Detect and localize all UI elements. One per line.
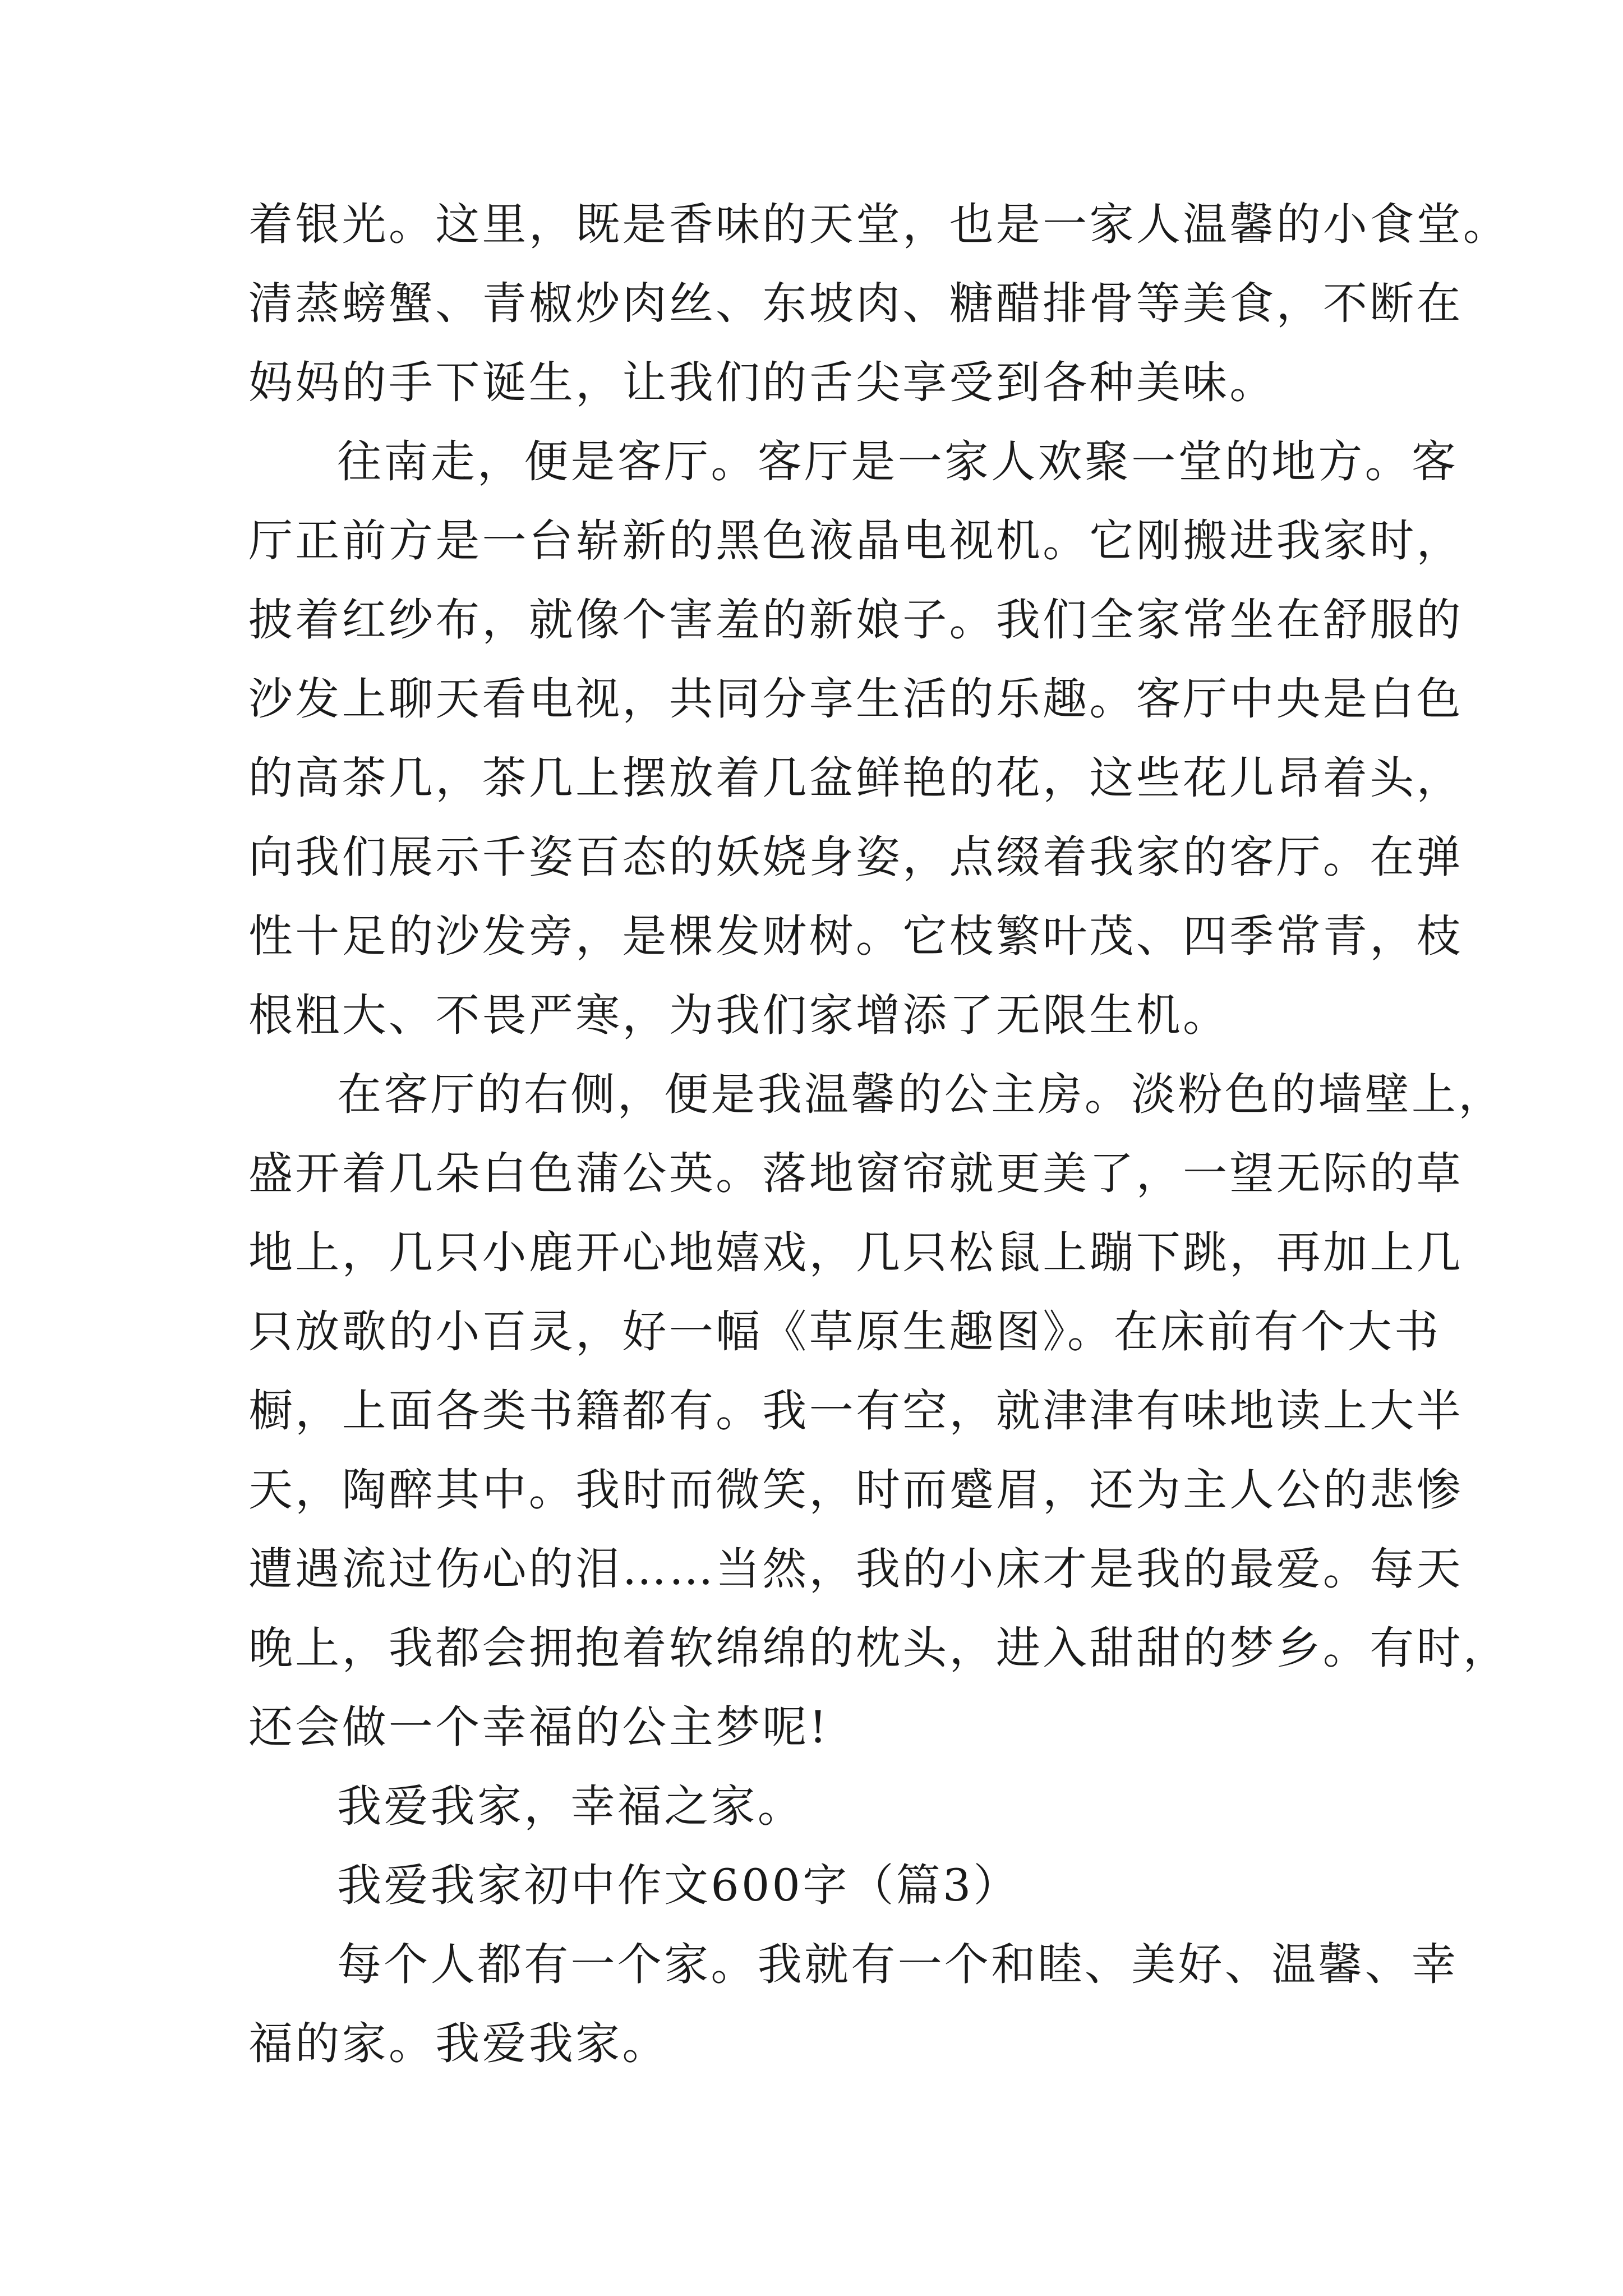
text-line: 的高茶几，茶几上摆放着几盆鲜艳的花，这些花儿昂着头， [248, 752, 1463, 804]
text-line: 橱，上面各类书籍都有。我一有空，就津津有味地读上大半 [248, 1385, 1463, 1437]
paragraph-first-line: 每个人都有一个家。我就有一个和睦、美好、温馨、幸 [337, 1939, 1459, 1990]
text-line: 根粗大、不畏严寒，为我们家增添了无限生机。 [248, 990, 1230, 1041]
paragraph-first-line: 在客厅的右侧，便是我温馨的公主房。淡粉色的墙壁上， [337, 1069, 1505, 1120]
section-heading: 我爱我家初中作文600字（篇3） [337, 1860, 1020, 1911]
text-line: 福的家。我爱我家。 [248, 2018, 669, 2069]
paragraph-first-line: 我爱我家，幸福之家。 [337, 1780, 804, 1832]
text-line: 晚上，我都会拥抱着软绵绵的枕头，进入甜甜的梦乡。有时， [248, 1622, 1510, 1674]
text-line: 天，陶醉其中。我时而微笑，时而蹙眉，还为主人公的悲惨 [248, 1464, 1463, 1516]
text-line: 向我们展示千姿百态的妖娆身姿，点缀着我家的客厅。在弹 [248, 831, 1463, 883]
text-line: 性十足的沙发旁，是棵发财树。它枝繁叶茂、四季常青，枝 [248, 910, 1463, 962]
text-line: 地上，几只小鹿开心地嬉戏，几只松鼠上蹦下跳，再加上几 [248, 1227, 1463, 1278]
text-line: 只放歌的小百灵，好一幅《草原生趣图》。在床前有个大书 [248, 1306, 1441, 1358]
text-line: 还会做一个幸福的公主梦呢! [248, 1701, 829, 1753]
paragraph-first-line: 往南走，便是客厅。客厅是一家人欢聚一堂的地方。客 [337, 436, 1459, 487]
text-line: 披着红纱布，就像个害羞的新娘子。我们全家常坐在舒服的 [248, 594, 1463, 646]
text-line: 遭遇流过伤心的泪……当然，我的小床才是我的最爱。每天 [248, 1543, 1463, 1595]
text-line: 厅正前方是一台崭新的黑色液晶电视机。它刚搬进我家时， [248, 515, 1463, 567]
text-line: 妈妈的手下诞生，让我们的舌尖享受到各种美味。 [248, 357, 1276, 408]
text-line: 沙发上聊天看电视，共同分享生活的乐趣。客厅中央是白色 [248, 673, 1463, 725]
text-line: 清蒸螃蟹、青椒炒肉丝、东坡肉、糖醋排骨等美食，不断在 [248, 278, 1463, 329]
text-line: 盛开着几朵白色蒲公英。落地窗帘就更美了，一望无际的草 [248, 1148, 1463, 1199]
essay-text [248, 185, 1510, 2083]
text-line: 着银光。这里，既是香味的天堂，也是一家人温馨的小食堂。 [248, 199, 1510, 250]
